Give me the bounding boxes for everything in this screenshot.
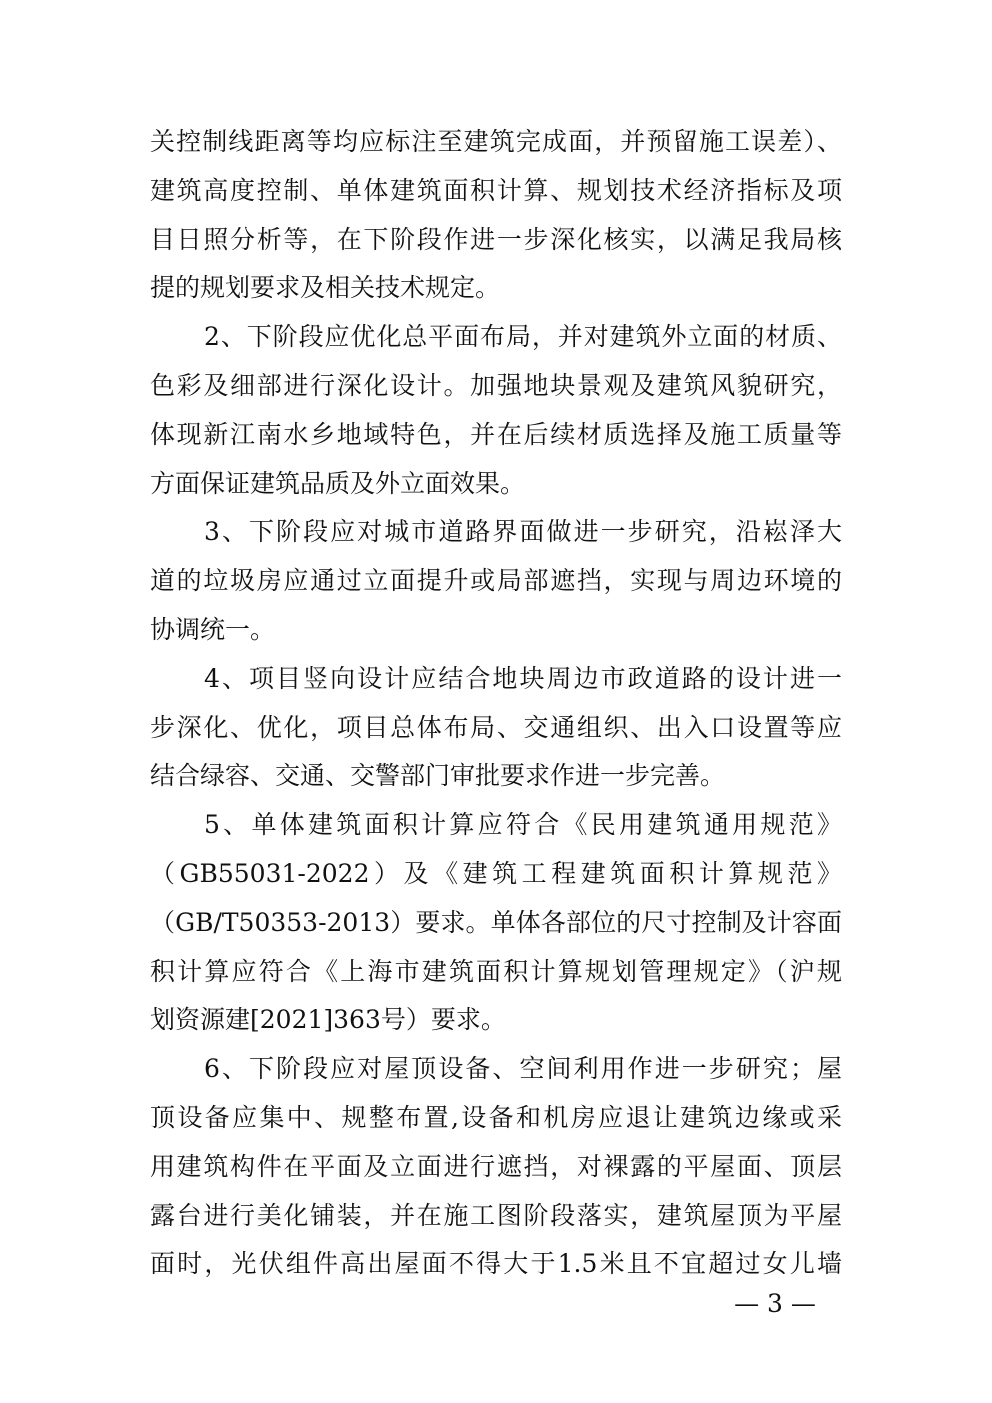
text-line: 道的垃圾房应通过立面提升或局部遮挡，实现与周边环境的 [150,566,842,596]
text-line: 步深化、优化，项目总体布局、交通组织、出入口设置等应 [150,712,842,742]
text-line: 划资源建[2021]363号）要求。 [150,1005,506,1035]
text-line: 方面保证建筑品质及外立面效果。 [150,468,526,498]
text-line: 结合绿容、交通、交警部门审批要求作进一步完善。 [150,761,726,791]
text-line: （GB55031-2022）及《建筑工程建筑面积计算规范》 [150,858,842,888]
text-line: 建筑高度控制、单体建筑面积计算、规划技术经济指标及项 [150,175,842,205]
text-line: 用建筑构件在平面及立面进行遮挡，对裸露的平屋面、顶层 [150,1151,842,1181]
paragraph-start-line: 4、项目竖向设计应结合地块周边市政道路的设计进一 [204,663,842,693]
text-line: 积计算应符合《上海市建筑面积计算规划管理规定》（沪规 [150,956,842,986]
text-line: 顶设备应集中、规整布置,设备和机房应退让建筑边缘或采 [150,1102,842,1132]
paragraph-start-line: 3、下阶段应对城市道路界面做进一步研究，沿崧泽大 [204,517,842,547]
paragraph-start-line: 2、下阶段应优化总平面布局，并对建筑外立面的材质、 [204,322,842,352]
paragraph-start-line: 6、下阶段应对屋顶设备、空间利用作进一步研究；屋 [204,1054,842,1084]
text-line: 提的规划要求及相关技术规定。 [150,273,501,303]
page-number: — 3 — [734,1289,816,1318]
text-line: 体现新江南水乡地域特色，并在后续材质选择及施工质量等 [150,419,842,449]
text-line: 协调统一。 [150,614,276,644]
text-line: 面时，光伏组件高出屋面不得大于1.5米且不宜超过女儿墙 [150,1249,842,1279]
body-text [150,118,842,1289]
text-line: 目日照分析等，在下阶段作进一步深化核实，以满足我局核 [150,224,842,254]
text-line: 露台进行美化铺装，并在施工图阶段落实，建筑屋顶为平屋 [150,1200,842,1230]
text-line: （GB/T50353-2013）要求。单体各部位的尺寸控制及计容面 [150,907,842,937]
text-line: 关控制线距离等均应标注至建筑完成面，并预留施工误差）、 [150,127,842,156]
text-line: 色彩及细部进行深化设计。加强地块景观及建筑风貌研究， [150,370,842,400]
paragraph-start-line: 5、单体建筑面积计算应符合《民用建筑通用规范》 [204,810,842,840]
